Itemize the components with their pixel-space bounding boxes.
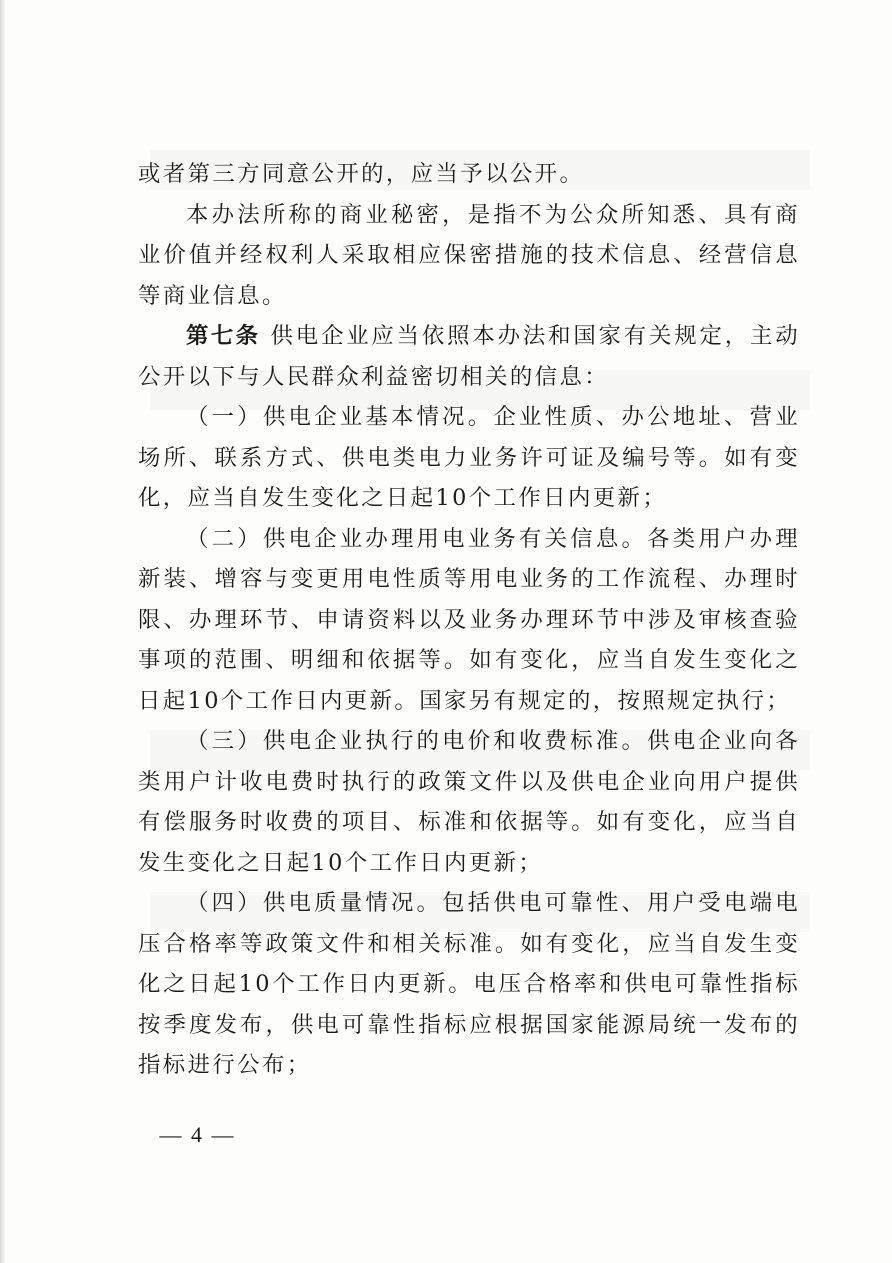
paragraph-trade-secret-definition [138,195,800,317]
paragraph-text: （一）供电企业基本情况。企业性质、办公地址、营业场所、联系方式、供电类电力业务许可证及编号等。如有变化，应当自发生变化之日起10个工作日内更新； [138,404,800,511]
paragraph-text: （二）供电企业办理用电业务有关信息。各类用户办理新装、增容与变更用电性质等用电业务的工作流程、办理时限、办理环节、申请资料以及业务办理环节中涉及审核查验事项的范围、明细和依据等。如有变化，应当自发生变化之日起10个工作日内更新。国家另有规定的，按照规定执行； [138,525,800,714]
paragraph-text: 或者第三方同意公开的，应当予以公开。 [138,161,585,187]
paragraph-continuation [138,154,800,195]
list-item-1 [138,397,800,519]
document-body [138,154,800,1086]
paragraph-text: （四）供电质量情况。包括供电可靠性、用户受电端电压合格率等政策文件和相关标准。如有变化，应当自发生变化之日起10个工作日内更新。电压合格率和供电可靠性指标按季度发布，供电可靠性指标应根据国家能源局统一发布的指标进行公布； [138,890,800,1078]
paragraph-text: 供电企业应当依照本办法和国家有关规定，主动公开以下与人民群众利益密切相关的信息： [138,323,800,390]
paragraph-text: （三）供电企业执行的电价和收费标准。供电企业向各类用户计收电费时执行的政策文件以及供电企业向用户提供有偿服务时收费的项目、标准和依据等。如有变化，应当自发生变化之日起10个工作日内更新； [138,728,800,876]
page-number: — 4 — [159,1122,236,1147]
scan-edge-shadow [0,0,6,1263]
list-item-3 [138,721,800,883]
list-item-2 [138,519,800,722]
paragraph-article-7 [138,316,800,397]
list-item-4 [138,883,800,1086]
paragraph-text: 本办法所称的商业秘密，是指不为公众所知悉、具有商业价值并经权利人采取相应保密措施的技术信息、经营信息等商业信息。 [138,201,800,309]
article-heading: 第七条 [186,323,261,349]
